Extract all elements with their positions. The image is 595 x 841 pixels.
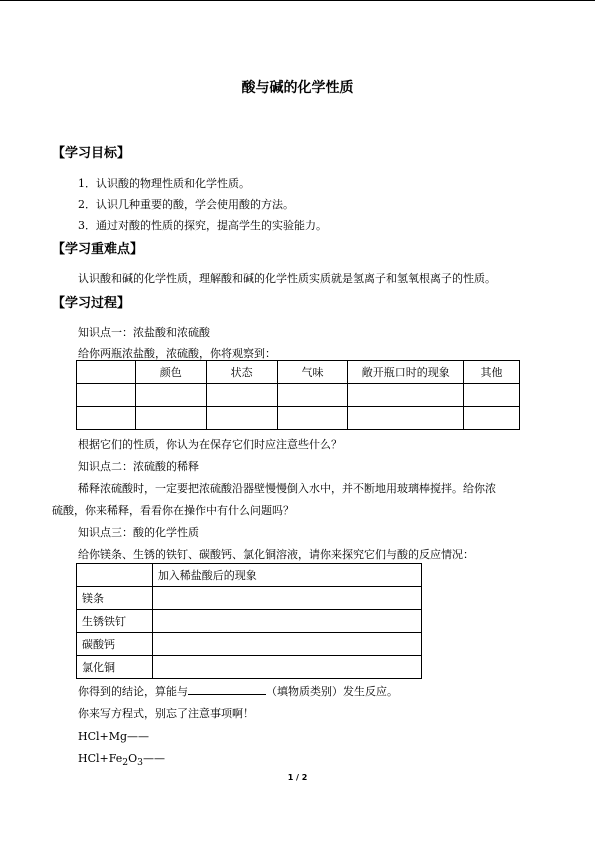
kp1-intro: 给你两瓶浓盐酸，浓硫酸，你将观察到： [78,347,276,360]
table-cell: 氯化铜 [77,656,153,679]
observation-table [76,360,520,430]
table-cell: 生锈铁钉 [77,610,153,633]
page-top-border [0,0,595,1]
eq2-suffix: —— [142,752,165,765]
table-header-cell [77,564,153,587]
table-cell [206,384,277,407]
table-cell [152,633,421,656]
table-cell [77,407,136,430]
table-cell [152,656,421,679]
kp3-title: 知识点三：酸的化学性质 [78,526,199,539]
conclusion-line [78,684,398,698]
equations-intro: 你来写方程式，别忘了注意事项啊！ [78,707,254,720]
goal-item-3: 3．通过对酸的性质的探究，提高学生的实验能力。 [78,219,327,232]
table-cell: 镁条 [77,587,153,610]
process-heading: 【学习过程】 [52,296,131,311]
kp1-title: 知识点一：浓盐酸和浓硫酸 [78,326,210,339]
conclusion-suffix: （填物质类别）发生反应。 [266,685,398,698]
table-cell [77,384,136,407]
eq2-prefix: HCl+Fe [78,752,123,765]
table-header-cell: 颜色 [135,361,206,384]
table-header-cell: 状态 [206,361,277,384]
document-title: 酸与碱的化学性质 [241,80,354,96]
page-number: 1 / 2 [287,773,308,782]
goals-heading: 【学习目标】 [52,146,131,161]
table-header-row [77,361,520,384]
table-cell [135,384,206,407]
table-row [77,587,422,610]
equation-2 [78,752,165,768]
equation-1: HCl+Mg—— [78,730,150,743]
table-row [77,610,422,633]
table-row [77,384,520,407]
table-cell [348,384,464,407]
table-row [77,633,422,656]
conclusion-prefix: 你得到的结论，算能与 [78,685,188,698]
eq2-mid: O [128,752,138,765]
table-cell [464,407,520,430]
table-header-cell: 加入稀盐酸后的现象 [152,564,421,587]
kp3-intro: 给你镁条、生锈的铁钉、碳酸钙、氯化铜溶液，请你来探究它们与酸的反应情况： [78,548,474,561]
table-cell [277,407,348,430]
key-points-text: 认识酸和碱的化学性质，理解酸和碱的化学性质实质就是氢离子和氢氧根离子的性质。 [78,272,496,285]
table-cell [277,384,348,407]
table-cell [348,407,464,430]
table-header-cell: 气味 [277,361,348,384]
table-cell: 碳酸钙 [77,633,153,656]
table-cell [464,384,520,407]
fill-in-blank[interactable] [188,684,266,695]
kp2-title: 知识点二：浓硫酸的稀释 [78,460,199,473]
goal-item-2: 2．认识几种重要的酸，学会使用酸的方法。 [78,198,294,211]
kp1-question: 根据它们的性质，你认为在保存它们时应注意些什么？ [78,438,342,451]
table-cell [152,587,421,610]
eq2-subscript-1: 2 [122,757,129,769]
table-cell [135,407,206,430]
kp2-line-2: 硫酸，你来稀释，看看你在操作中有什么问题吗？ [52,504,294,517]
kp2-line-1: 稀释浓硫酸时，一定要把浓硫酸沿器壁慢慢倒入水中，并不断地用玻璃棒搅拌。给你浓 [78,482,496,495]
table-header-cell: 敞开瓶口时的现象 [348,361,464,384]
table-header-cell: 其他 [464,361,520,384]
table-header-row [77,564,422,587]
table-row [77,407,520,430]
eq2-subscript-2: 3 [137,757,143,769]
table-row [77,656,422,679]
table-header-cell [77,361,136,384]
table-cell [206,407,277,430]
table-cell [152,610,421,633]
goal-item-1: 1．认识酸的物理性质和化学性质。 [78,177,250,190]
key-points-heading: 【学习重难点】 [52,242,144,257]
reaction-table [76,563,422,679]
